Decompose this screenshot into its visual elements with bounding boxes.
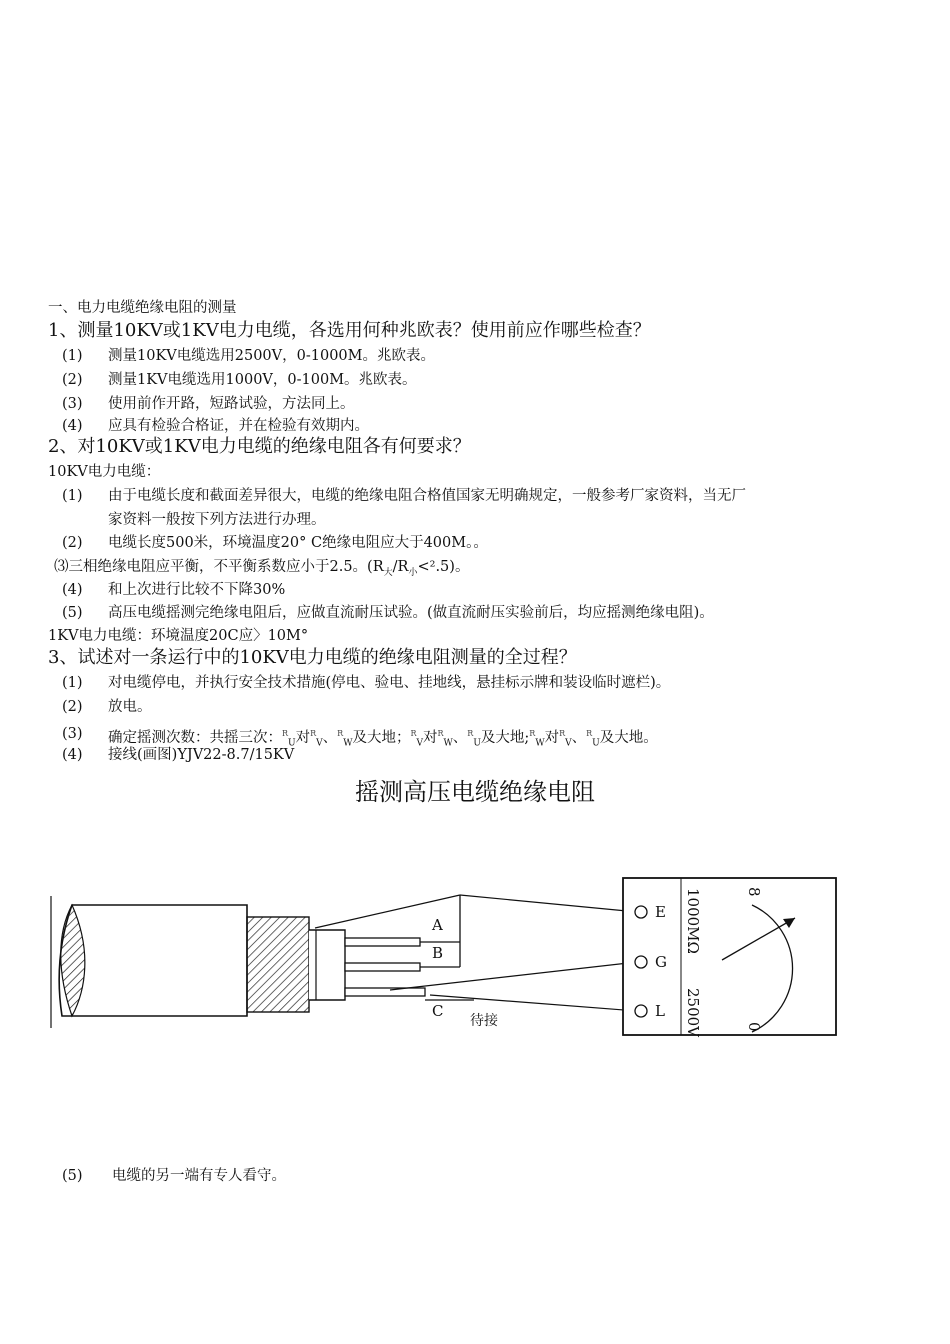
core-a-label: A: [432, 916, 443, 934]
item-text: 使用前作开路，短路试验，方法同上。: [108, 396, 355, 412]
item-text: 对电缆停电，并执行安全技术措施(停电、验电、挂地线，悬挂标示牌和装设临时遮栏)。: [108, 675, 671, 691]
item-text: 接线(画图)YJV22-8.7/15KV: [108, 747, 295, 763]
label-1kv: 1KV电力电缆：环境温度20C应〉10M°: [48, 628, 309, 644]
core-b: [345, 963, 460, 971]
item-text: 确定摇测次数：共摇三次：$^R_U$对$^R_V$、$^R_W$及大地；$^R_V$对$^R_W$、$^R_U$及大地;$^R_W$对$^R_V$、$^R_U$及大地。: [108, 729, 658, 749]
item-text: 测量10KV电缆选用2500V，0-1000M。兆欧表。: [108, 348, 435, 364]
core-b-label: B: [432, 944, 444, 962]
item-text: ⑶三相绝缘电阻应平衡，不平衡系数应小于2.5。(R: [54, 559, 384, 575]
item-number: (3): [62, 396, 83, 412]
item-number: (2): [62, 535, 83, 551]
core-c-label: C: [432, 1002, 444, 1020]
item-text: <².5)。: [417, 559, 470, 575]
item-number: (4): [62, 747, 83, 763]
item-text: 和上次进行比较不下降30%: [108, 582, 286, 598]
item-text: 家资料一般按下列方法进行办理。: [108, 512, 326, 528]
item-text: 放电。: [108, 699, 152, 715]
item-number: (1): [62, 675, 83, 691]
item-text: 由于电缆长度和截面差异很大，电缆的绝缘电阻合格值国家无明确规定，一般参考厂家资料，当无厂: [108, 488, 746, 504]
section-heading: 一、电力电缆绝缘电阻的测量: [48, 300, 237, 316]
item-text: 电缆长度500米，环境温度20° C绝缘电阻应大于400M。。: [108, 535, 488, 551]
item-number: (1): [62, 488, 83, 504]
lead-g: [390, 962, 637, 990]
lead-l: [430, 995, 637, 1011]
subscript: 大: [383, 567, 393, 578]
terminal-l-icon: [635, 1005, 647, 1017]
item-number: (5): [62, 605, 83, 621]
cable-armor-layer: [247, 917, 309, 1012]
question-2: 2、对10KV或1KV电力电缆的绝缘电阻各有何要求？: [48, 436, 471, 457]
item-number: (4): [62, 418, 83, 434]
item-number: (1): [62, 348, 83, 364]
question-1: 1、测量10KV或1KV电力电缆，各选用何种兆欧表？使用前应作哪些检查？: [48, 320, 651, 341]
question-3: 3、试述对一条运行中的10KV电力电缆的绝缘电阻测量的全过程？: [48, 647, 577, 668]
label-10kv: 10KV电力电缆：: [48, 464, 161, 480]
subscript: 小: [408, 567, 418, 578]
cable-outer-sheath: [59, 905, 247, 1016]
terminal-g-label: G: [655, 953, 667, 971]
terminal-e-icon: [635, 906, 647, 918]
core-c: [345, 988, 425, 996]
item-number: (5): [62, 1168, 83, 1184]
item-text: 测量1KV电缆选用1000V，0-100M。兆欧表。: [108, 372, 417, 388]
diagram-title: 摇测高压电缆绝缘电阻: [355, 778, 595, 806]
scale-min-label: 0: [745, 1022, 763, 1032]
item-number: (2): [62, 372, 83, 388]
cable-inner-sheath: [309, 930, 345, 1000]
scale-max-label: 8: [745, 887, 763, 897]
voltage-label: 2500V: [684, 988, 702, 1038]
item-number: (3): [62, 726, 83, 742]
item-number: (4): [62, 582, 83, 598]
item-text: 高压电缆摇测完绝缘电阻后，应做直流耐压试验。(做直流耐压实验前后，均应摇测绝缘电阻)。: [108, 605, 714, 621]
item-number: (2): [62, 699, 83, 715]
terminal-l-label: L: [655, 1002, 665, 1020]
terminal-g-icon: [635, 956, 647, 968]
waiting-label: 待接: [470, 1013, 498, 1029]
terminal-e-label: E: [655, 903, 666, 921]
item-text: /R: [392, 559, 409, 575]
item-text: 电缆的另一端有专人看守。: [112, 1168, 286, 1184]
item-text: 应具有检验合格证，并在检验有效期内。: [108, 418, 369, 434]
range-label: 1000MΩ: [684, 888, 702, 954]
